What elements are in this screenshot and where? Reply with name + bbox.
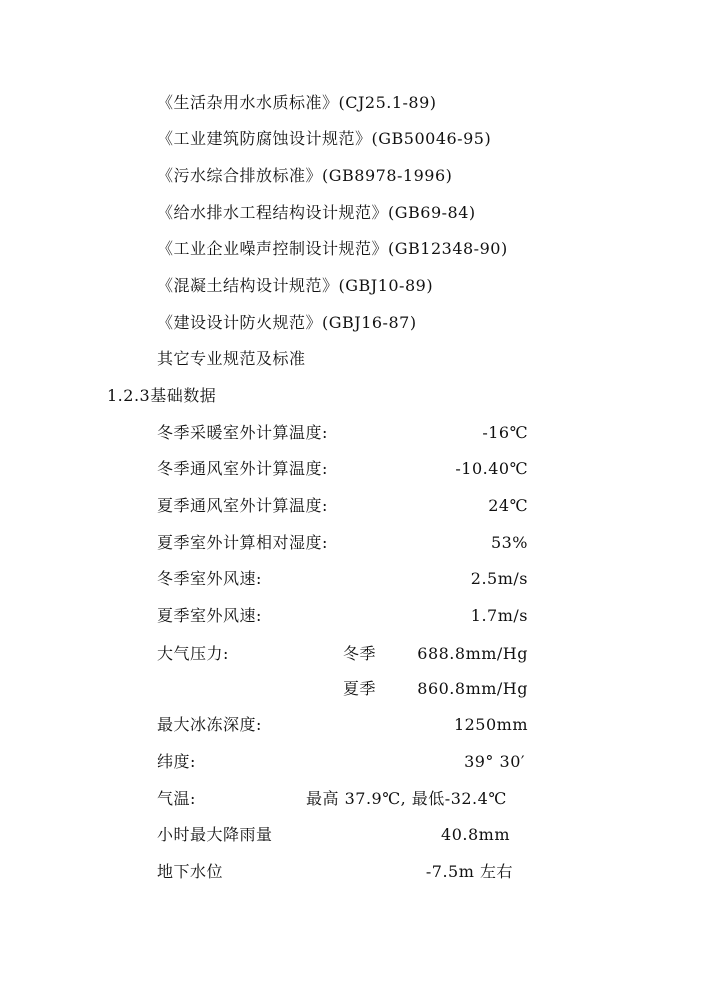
pressure-label: 大气压力: xyxy=(157,644,229,663)
pressure-summer-label: 夏季 xyxy=(343,679,377,698)
latitude-value: 39° 30′ xyxy=(464,752,525,771)
standard-item: 《工业企业噪声控制设计规范》(GB12348-90) xyxy=(157,239,508,258)
standard-item: 《污水综合排放标准》(GB8978-1996) xyxy=(157,166,453,185)
data-label: 冬季通风室外计算温度: xyxy=(157,459,328,478)
standard-item: 《生活杂用水水质标准》(CJ25.1-89) xyxy=(157,93,437,112)
rainfall-value: 40.8mm xyxy=(441,825,510,844)
section-heading: 1.2.3基础数据 xyxy=(107,386,217,405)
pressure-winter-value: 688.8mm/Hg xyxy=(417,644,528,663)
frost-depth-label: 最大冰冻深度: xyxy=(157,715,262,734)
standard-item: 《混凝土结构设计规范》(GBJ10-89) xyxy=(157,276,434,295)
data-label: 冬季室外风速: xyxy=(157,569,262,588)
data-label: 冬季采暖室外计算温度: xyxy=(157,423,328,442)
standard-item: 《建设设计防火规范》(GBJ16-87) xyxy=(157,313,417,332)
latitude-label: 纬度: xyxy=(157,752,196,771)
data-label: 夏季通风室外计算温度: xyxy=(157,496,328,515)
data-value: 53% xyxy=(490,533,528,552)
groundwater-label: 地下水位 xyxy=(157,862,224,881)
pressure-winter-label: 冬季 xyxy=(343,644,377,663)
air-temp-value: 最高 37.9℃, 最低-32.4℃ xyxy=(306,789,507,808)
data-value: -16℃ xyxy=(482,423,528,442)
air-temp-label: 气温: xyxy=(157,789,196,808)
standard-item: 《工业建筑防腐蚀设计规范》(GB50046-95) xyxy=(157,129,492,148)
data-label: 夏季室外风速: xyxy=(157,606,262,625)
data-value: -10.40℃ xyxy=(455,459,528,478)
pressure-summer-value: 860.8mm/Hg xyxy=(417,679,528,698)
frost-depth-value: 1250mm xyxy=(453,715,528,734)
data-value: 2.5m/s xyxy=(470,569,528,588)
rainfall-label: 小时最大降雨量 xyxy=(157,825,273,844)
groundwater-value: -7.5m 左右 xyxy=(425,862,513,881)
standard-item: 《给水排水工程结构设计规范》(GB69-84) xyxy=(157,203,476,222)
data-label: 夏季室外计算相对湿度: xyxy=(157,533,328,552)
data-value: 1.7m/s xyxy=(470,606,528,625)
data-value: 24℃ xyxy=(488,496,528,515)
standard-item: 其它专业规范及标准 xyxy=(157,349,306,368)
